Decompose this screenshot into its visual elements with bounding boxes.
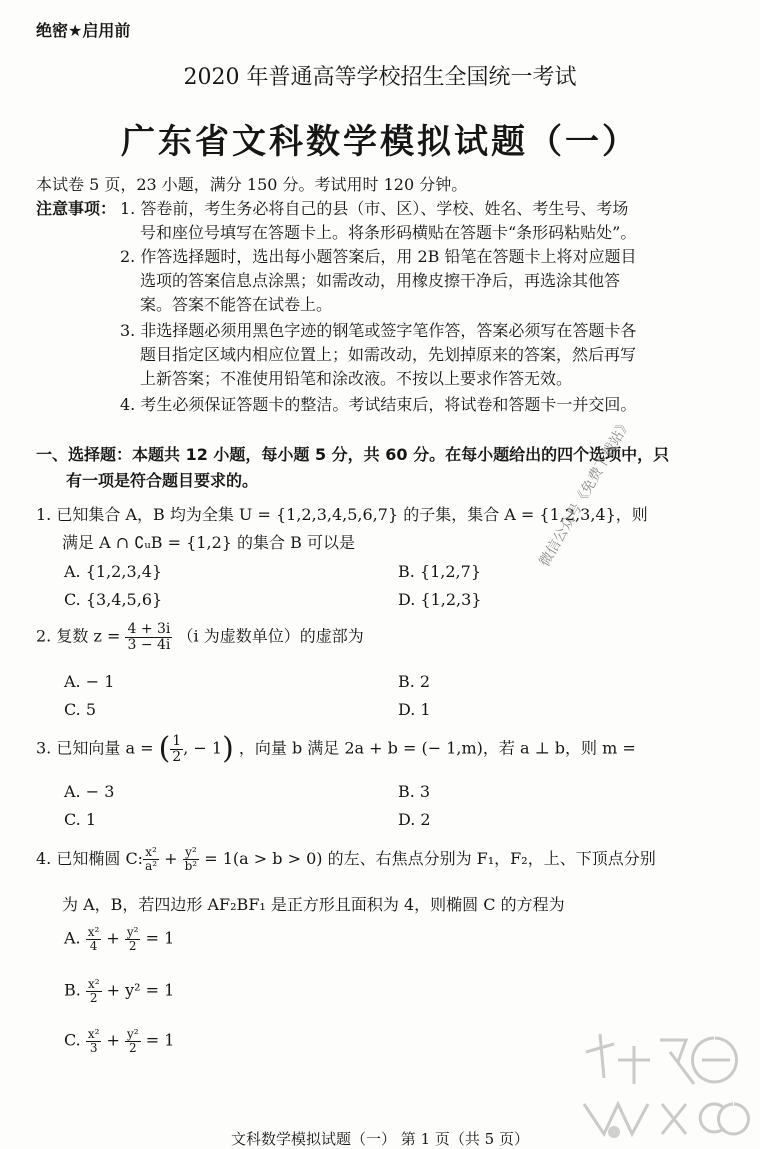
site-logo-watermark-icon (574, 1000, 760, 1144)
option-b-label: B. (64, 980, 81, 1000)
right-paren-icon: ) (222, 731, 234, 767)
page-footer: 文科数学模拟试题（一） 第 1 页（共 5 页） (231, 1130, 529, 1148)
option-a-y-den: 2 (128, 938, 137, 953)
option-a-x-term (86, 926, 102, 952)
question-1-option-a: A. {1,2,3,4} (64, 562, 163, 581)
question-1-stem: 1. 已知集合 A，B 均为全集 U = {1,2,3,4,5,6,7} 的子集，集合 A = {1,2,3,4}，则 (36, 505, 648, 524)
question-1-option-c: C. {3,4,5,6} (64, 590, 163, 609)
question-4-option-b (64, 978, 174, 1004)
option-c-y-num: y² (127, 1027, 139, 1041)
exam-title: 2020 年普通高等学校招生全国统一考试 (183, 65, 577, 90)
option-b-x-num: x² (87, 977, 100, 991)
question-2-denominator: 3 − 4i (127, 636, 171, 653)
question-3-numerator: 1 (172, 733, 182, 749)
question-3-option-a: A. − 3 (64, 782, 115, 801)
section-heading-cont: 有一项是符合题目要求的。 (66, 471, 259, 490)
question-3-denominator: 2 (172, 748, 182, 765)
ellipse-x-num: x² (143, 846, 159, 860)
option-a-y-num: y² (126, 925, 139, 939)
option-b-x-term (86, 978, 102, 1004)
notice-line-9: 4. 考生必须保证答题卡的整洁。考试结束后，将试卷和答题卡一并交回。 (120, 395, 637, 414)
question-1-option-b: B. {1,2,7} (398, 562, 481, 581)
option-a-eq: = 1 (145, 928, 175, 948)
notice-line-8: 上新答案；不准使用铅笔和涂改液。不按以上要求作答无效。 (140, 369, 573, 388)
ellipse-y-term (183, 846, 200, 872)
ellipse-y-num: y² (183, 846, 200, 860)
notice-label: 注意事项： (36, 199, 117, 218)
side-watermark: 微信公众号《免费下载站》 (536, 416, 635, 570)
option-b-tail: + y² = 1 (106, 980, 175, 1000)
question-2-post: （i 为虚数单位）的虚部为 (177, 626, 364, 646)
question-3-fraction (170, 734, 183, 764)
notice-line-5: 案。答案不能答在试卷上。 (140, 295, 333, 314)
question-2-option-a: A. − 1 (64, 672, 115, 691)
option-c-y-term (125, 1028, 141, 1054)
exam-info: 本试卷 5 页，23 小题，满分 150 分。考试用时 120 分钟。 (36, 175, 468, 194)
option-a-x-den: 4 (89, 938, 98, 953)
question-4-pre: 4. 已知椭圆 C: (36, 849, 144, 868)
question-3-stem (36, 731, 636, 767)
question-1-option-d: D. {1,2,3} (398, 590, 482, 609)
option-c-label: C. (64, 1030, 81, 1050)
option-a-label: A. (64, 928, 81, 948)
option-a-y-term (125, 926, 141, 952)
option-c-x-den: 3 (89, 1040, 98, 1055)
question-2-numerator: 4 + 3i (127, 621, 171, 637)
notice-line-3: 2. 作答选择题时，选出每小题答案后，用 2B 铅笔在答题卡上将对应题目 (120, 247, 637, 266)
ellipse-x-term (143, 846, 159, 872)
question-4-option-a: A. $\frac{\text{x²}}{4}$ + $\frac{\text{y²}}{2}$ = 1 (64, 925, 175, 953)
question-4-stem-cont: 为 A，B，若四边形 AF₂BF₁ 是正方形且面积为 4，则椭圆 C 的方程为 (62, 895, 565, 914)
option-c-x-term (86, 1028, 102, 1054)
ellipse-x-den: a² (145, 859, 158, 873)
question-2-option-d: D. 1 (398, 700, 431, 719)
question-3-option-b: B. 3 (398, 782, 431, 801)
question-4-stem: 4. 已知椭圆 C: $\frac{\text{x²}}{\text{a²}}$ + $\frac{\text{y²}}{\text{b²}}$ = 1(a > b > 0) 的左、右焦点分别为 F₁，F₂，上、下顶点分别 (36, 845, 656, 873)
option-c-eq: = 1 (145, 1030, 175, 1050)
ellipse-y-den: b² (184, 859, 198, 873)
option-c-x-num: x² (87, 1027, 100, 1041)
question-4-option-c: C. $\frac{\text{x²}}{3}$ + $\frac{\text{y²}}{2}$ = 1 (64, 1027, 175, 1055)
notice-line-4: 选项的答案信息点涂黑；如需改动，用橡皮擦干净后，再选涂其他答 (140, 271, 621, 290)
question-2-fraction (125, 622, 172, 652)
question-2-option-c: C. 5 (64, 700, 97, 719)
question-3-option-c: C. 1 (64, 810, 97, 829)
secret-label: 绝密★启用前 (36, 21, 131, 40)
question-2-stem (36, 622, 364, 652)
question-2-pre: 2. 复数 z = (36, 626, 121, 646)
left-paren-icon: ( (158, 731, 171, 767)
question-2-option-b: B. 2 (398, 672, 431, 691)
section-heading: 一、选择题：本题共 12 小题，每小题 5 分，共 60 分。在每小题给出的四个选项中，只 (36, 445, 670, 464)
question-3-vector-tail: , − 1 (183, 738, 223, 758)
question-4-post: = 1(a > b > 0) 的左、右焦点分别为 F₁，F₂，上、下顶点分别 (204, 849, 656, 868)
notice-line-2: 号和座位号填写在答题卡上。将条形码横贴在答题卡“条形码粘贴处”。 (140, 223, 637, 242)
question-1-stem-cont: 满足 A ∩ ∁ᵤB = {1,2} 的集合 B 可以是 (62, 533, 355, 552)
option-b-x-den: 2 (89, 990, 98, 1005)
question-3-option-d: D. 2 (398, 810, 431, 829)
option-c-y-den: 2 (128, 1040, 137, 1055)
notice-line-1: 1. 答卷前，考生务必将自己的县（市、区）、学校、姓名、考生号、考场 (120, 199, 629, 218)
notice-line-6: 3. 非选择题必须用黑色字迹的钢笔或签字笔作答，答案必须写在答题卡各 (120, 321, 637, 340)
question-3-pre: 3. 已知向量 a = (36, 738, 154, 758)
question-3-post: ，向量 b 满足 2a + b = (− 1,m)，若 a ⊥ b，则 m = (238, 738, 636, 758)
option-a-x-num: x² (87, 925, 100, 939)
notice-line-7: 题目指定区域内相应位置上；如需改动，先划掉原来的答案，然后再写 (140, 345, 637, 364)
main-title: 广东省文科数学模拟试题（一） (121, 122, 639, 162)
